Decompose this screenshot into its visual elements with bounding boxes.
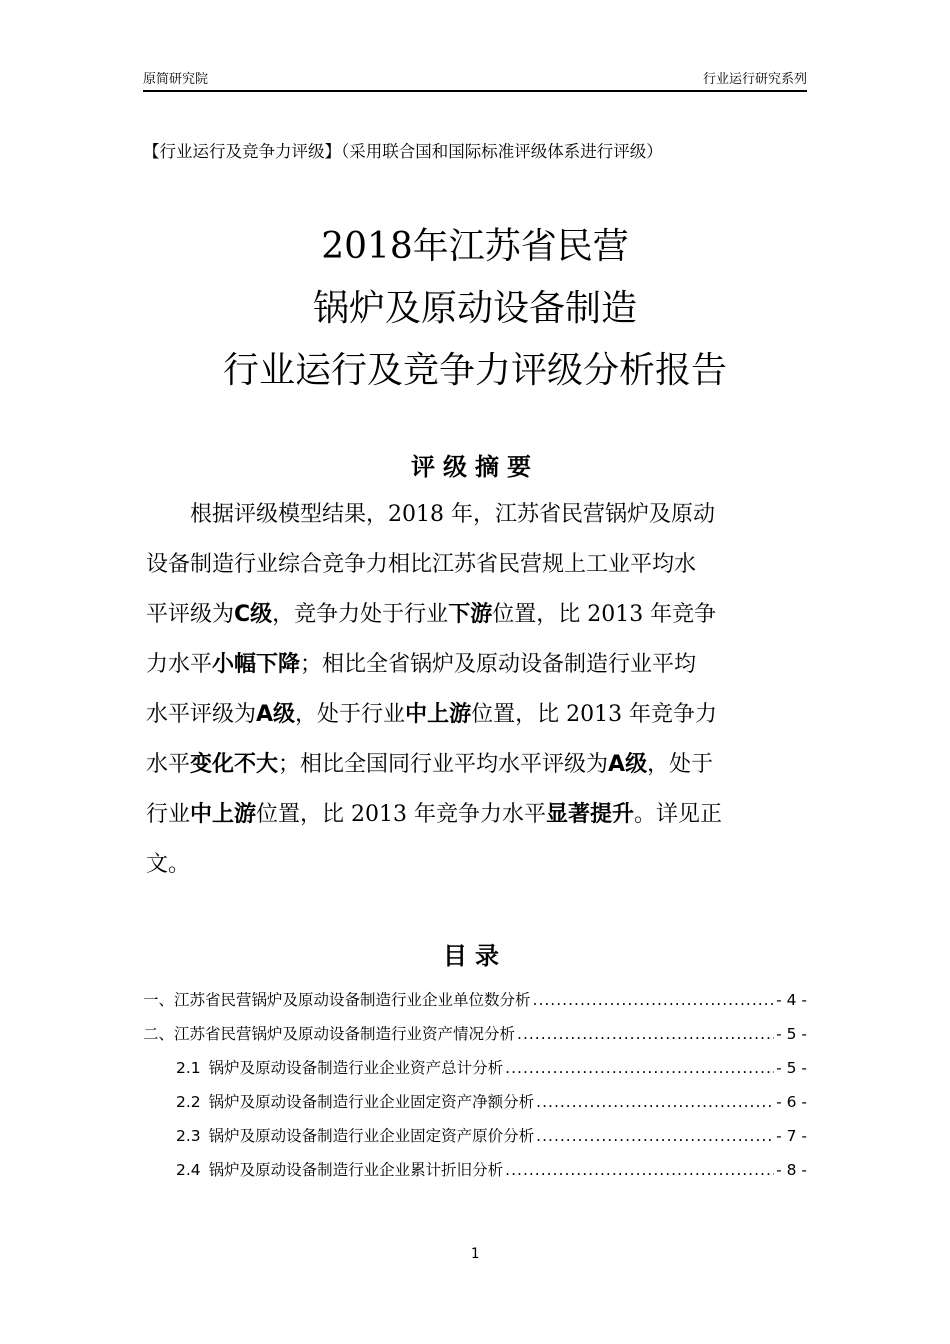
- summary-text: 位置，比 2013 年竞争力: [471, 702, 718, 727]
- table-of-contents: [143, 988, 807, 1192]
- summary-text: 平评级为: [146, 602, 235, 627]
- toc-entry-page: - 6 -: [776, 1093, 807, 1111]
- emphasis-text: A级: [608, 752, 648, 777]
- toc-entry-number: 2.1: [176, 1059, 201, 1077]
- toc-entry-label: 锅炉及原动设备制造行业企业资产总计分析: [208, 1059, 504, 1077]
- toc-entry-label: 锅炉及原动设备制造行业企业固定资产净额分析: [208, 1093, 535, 1111]
- toc-entry-number: 2.3: [176, 1127, 201, 1145]
- summary-text: 。详见正: [634, 802, 723, 827]
- summary-text: 位置，比 2013 年竞争力水平: [256, 802, 547, 827]
- toc-entry-page: - 5 -: [776, 1025, 807, 1043]
- toc-entry[interactable]: [143, 1022, 807, 1056]
- toc-entry[interactable]: [143, 1158, 807, 1192]
- emphasis-text: C级: [234, 602, 273, 627]
- summary-line: [146, 840, 806, 890]
- toc-entry-page: - 4 -: [776, 991, 807, 1009]
- summary-text: ，处于行业: [295, 702, 406, 727]
- toc-leader-dots: [505, 1059, 774, 1077]
- summary-text: ；相比全国同行业平均水平评级为: [278, 752, 609, 777]
- toc-entry-number: 二、: [143, 1025, 175, 1043]
- emphasis-text: 小幅下降: [212, 652, 301, 677]
- summary-paragraph: [146, 490, 806, 890]
- emphasis-text: 变化不大: [190, 752, 279, 777]
- rating-tag: 【行业运行及竞争力评级】（采用联合国和国际标准评级体系进行评级）: [143, 142, 663, 161]
- toc-heading: 目录: [443, 942, 507, 970]
- summary-line: [146, 790, 806, 840]
- summary-text: 位置，比 2013 年竞争: [492, 602, 717, 627]
- toc-entry[interactable]: [143, 1056, 807, 1090]
- toc-entry[interactable]: [143, 988, 807, 1022]
- toc-entry-label: 锅炉及原动设备制造行业企业累计折旧分析: [208, 1161, 504, 1179]
- toc-entry-number: 2.2: [176, 1093, 201, 1111]
- summary-text: ，竞争力处于行业: [272, 602, 449, 627]
- toc-entry-label: 江苏省民营锅炉及原动设备制造行业企业单位数分析: [174, 991, 531, 1009]
- report-title-line-2: 锅炉及原动设备制造: [312, 288, 637, 329]
- emphasis-text: 显著提升: [546, 802, 635, 827]
- toc-entry[interactable]: [143, 1090, 807, 1124]
- summary-text: ；相比全省锅炉及原动设备制造行业平均: [300, 652, 697, 677]
- toc-entry-label: 江苏省民营锅炉及原动设备制造行业资产情况分析: [174, 1025, 516, 1043]
- summary-text: 水平: [146, 752, 191, 777]
- toc-leader-dots: [517, 1025, 774, 1043]
- summary-text: 水平评级为: [146, 702, 257, 727]
- summary-text: 根据评级模型结果，2018 年，江苏省民营锅炉及原动: [190, 502, 715, 527]
- summary-text: 文。: [146, 852, 191, 877]
- toc-entry[interactable]: [143, 1124, 807, 1158]
- toc-leader-dots: [505, 1161, 774, 1179]
- emphasis-text: 中上游: [405, 702, 472, 727]
- toc-entry-number: 2.4: [176, 1161, 201, 1179]
- page-number: 1: [470, 1246, 480, 1262]
- summary-line: [146, 740, 806, 790]
- summary-text: 行业: [146, 802, 191, 827]
- toc-entry-page: - 8 -: [776, 1161, 807, 1179]
- summary-line: [146, 540, 806, 590]
- toc-leader-dots: [533, 991, 775, 1009]
- emphasis-text: A级: [256, 702, 296, 727]
- emphasis-text: 中上游: [190, 802, 257, 827]
- header-publisher: 原简研究院: [143, 72, 209, 87]
- toc-entry-page: - 5 -: [776, 1059, 807, 1077]
- summary-heading: 评级摘要: [411, 453, 539, 481]
- header-series: 行业运行研究系列: [702, 72, 807, 87]
- page-header: [143, 66, 807, 92]
- summary-line: [146, 490, 806, 540]
- toc-entry-page: - 7 -: [776, 1127, 807, 1145]
- summary-text: ，处于: [647, 752, 714, 777]
- toc-leader-dots: [536, 1127, 774, 1145]
- summary-line: [146, 590, 806, 640]
- summary-line: [146, 640, 806, 690]
- summary-text: 设备制造行业综合竞争力相比江苏省民营规上工业平均水: [146, 552, 697, 577]
- report-title-line-3: 行业运行及竞争力评级分析报告: [222, 350, 727, 391]
- report-title-line-1: 2018年江苏省民营: [321, 226, 629, 267]
- toc-entry-number: 一、: [143, 991, 175, 1009]
- summary-text: 力水平: [146, 652, 213, 677]
- toc-entry-label: 锅炉及原动设备制造行业企业固定资产原价分析: [208, 1127, 535, 1145]
- emphasis-text: 下游: [448, 602, 493, 627]
- summary-line: [146, 690, 806, 740]
- toc-leader-dots: [536, 1093, 774, 1111]
